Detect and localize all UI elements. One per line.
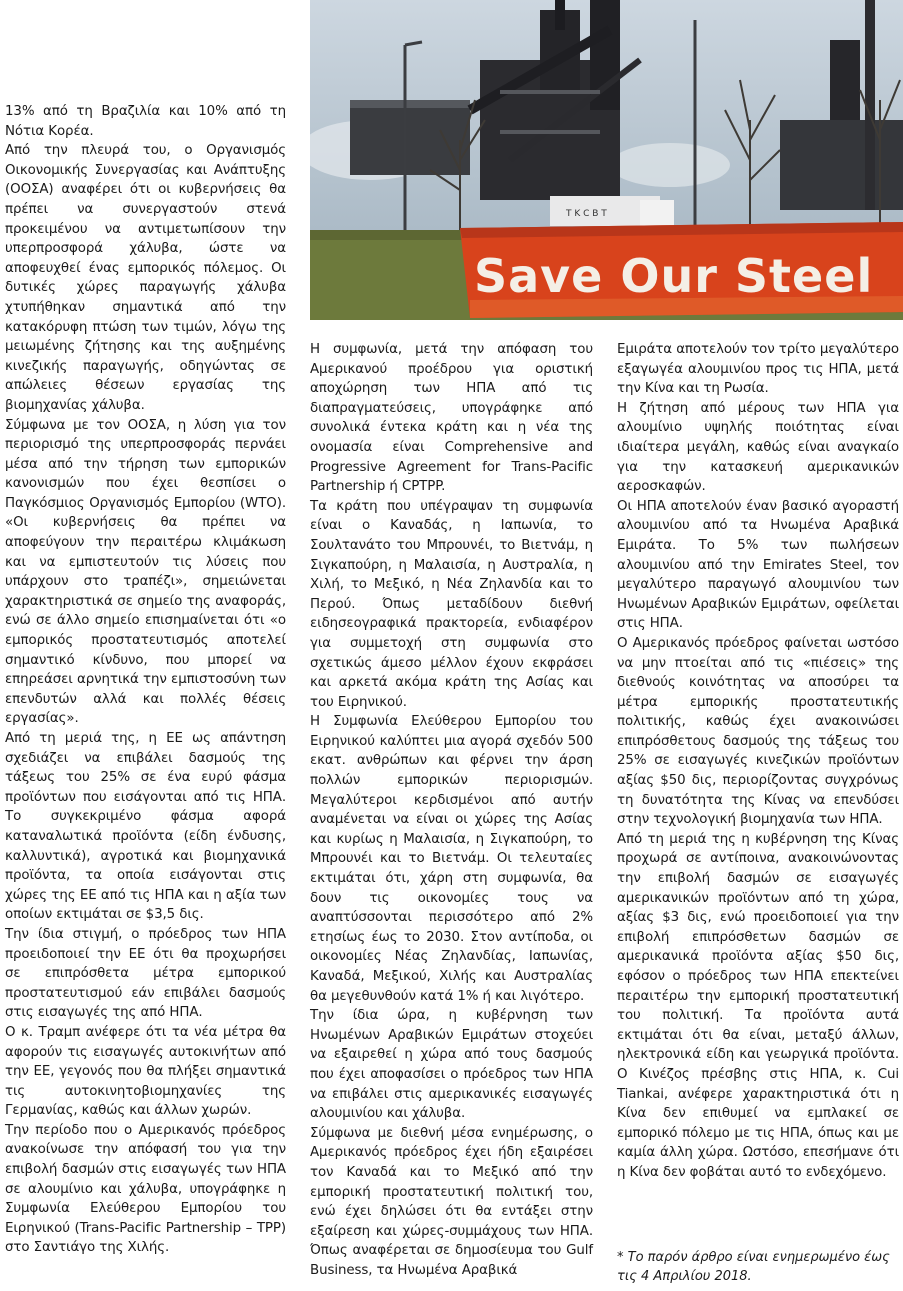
paragraph: Η συμφωνία, μετά την απόφαση του Αμερικανού προέδρου για οριστική αποχώρηση των ΗΠΑ από τις διαπραγματεύσεις, υπογράφηκε από συνολικά έντεκα κράτη και η νέα της ονομασία είναι Comprehensive and Progressive Agreement for Trans-Pacific Partnership ή CPTPP. [310,342,593,495]
paragraph: Από την πλευρά του, ο Οργανισμός Οικονομικής Συνεργασίας και Ανάπτυξης (ΟΟΣΑ) αναφέρει ότι οι κυβερνήσεις θα πρέπει να συνεργαστούν στενά προκειμένου να αντιμετωπίσουν την υπερπροσφορά χάλυβα, ώστε να αποφευχθεί ένας εμπορικός πόλεμος. Οι δυτικές χώρες παραγωγής χάλυβα χτυπήθηκαν σημαντικά από την κατακόρυφη πτώση των τιμών, λόγω της μειωμένης ζήτησης και της αυξημένης κινεζικής παραγωγής, οδηγώντας σε απώλειες θέσεων εργασίας της βιομηχανίας χάλυβα. [5,143,286,413]
article-column-1 [5,0,286,1258]
steelworks-photo [310,0,903,320]
paragraph: Τα κράτη που υπέγραψαν τη συμφωνία είναι ο Καναδάς, η Ιαπωνία, το Σουλτανάτο του Μπρουνέι, το Βιετνάμ, η Σιγκαπούρη, η Μαλαισία, η Αυστραλία, η Χιλή, το Μεξικό, η Νέα Ζηλανδία και το Περού. Όπως μεταδίδουν διεθνή ειδησεογραφικά πρακτορεία, ενδιαφέρον για συμμετοχή στη συμφωνία στο σχετικώς άμεσο μέλλον έχουν εκφράσει και αρκετά ακόμα κράτη της Ασίας και του Ειρηνικού. [310,498,593,710]
paragraph: Την περίοδο που ο Αμερικανός πρόεδρος ανακοίνωσε την απόφασή του για την επιβολή δασμών στις εισαγωγές των ΗΠΑ σε αλουμίνιο και χάλυβα, υπογράφηκε η Συμφωνία Ελεύθερου Εμπορίου του Ειρηνικού (Trans-Pacific Partnership – TPP) στο Σαντιάγο της Χιλής. [5,1122,286,1256]
paragraph: Ο Αμερικανός πρόεδρος φαίνεται ωστόσο να μην πτοείται από τις «πιέσεις» της διεθνούς κοινότητας να αποσύρει τα μέτρα εμπορικής προστατευτικής πολιτικής, καθώς έχει ανακοινώσει επιπρόσθετους δασμούς της τάξεως του 25% σε εισαγωγές κινεζικών προϊόντων αξίας $50 δις, περιορίζοντας συγχρόνως τη δυνατότητα της Κίνας να επενδύσει στην τεχνολογική βιομηχανία των ΗΠΑ. [617,635,899,828]
paragraph: Σύμφωνα με τον ΟΟΣΑ, η λύση για τον περιορισμό της υπερπροσφοράς περνάει μέσα από την τήρηση των εμπορικών κανονισμών που έχει θεσπίσει ο Παγκόσμιος Οργανισμός Εμπορίου (WTO). «Οι κυβερνήσεις θα πρέπει να αποφεύγουν την περαιτέρω κλιμάκωση και να εμπιστευτούν τις λύσεις που υπάρχουν στο τραπέζι», σημειώνεται χαρακτηριστικά σε σημείο της αναφοράς, ενώ σε άλλο σημείο επισημαίνεται ότι «ο εμπορικός προστατευτισμός αποτελεί σημαντικό κίνδυνο, που μπορεί να επηρεάσει αρνητικά την εμπιστοσύνη των επενδυτών αλλά και πολλές θέσεις εργασίας». [5,417,286,727]
footnote: * Το παρόν άρθρο είναι ενημερωμένο έως τις 4 Απριλίου 2018. [617,1250,890,1284]
paragraph: Ο κ. Τραμπ ανέφερε ότι τα νέα μέτρα θα αφορούν τις εισαγωγές αυτοκινήτων από την ΕΕ, γεγονός που θα πλήξει σημαντικά τις αυτοκινητοβιομηχανίες της Γερμανίας, καθώς και άλλων χωρών. [5,1024,286,1119]
article-column-2 [310,340,593,1281]
article-photo [310,0,903,320]
paragraph: Από τη μεριά της η κυβέρνηση της Κίνας προχωρά σε αντίποινα, ανακοινώνοντας την επιβολή δασμών σε εισαγωγές αμερικανικών προϊόντων από τη χώρα, αξίας $3 δις, ενώ προειδοποιεί για την επιβολή επιπρόσθετων δασμών σε αμερικανικά προϊόντα αξίας $50 δις, εφόσον ο πρόεδρος των ΗΠΑ επεκτείνει περαιτέρω την εμπορική προστατευτική του πολιτική. Τα προϊόντα αυτά εκτιμάται ότι θα είναι, μεταξύ άλλων, ηλεκτρονικά είδη και γεωργικά προϊόντα. Ο Κινέζος πρέσβης στις ΗΠΑ, κ. Cui Tiankai, ανέφερε χαρακτηριστικά ότι η Κίνα δεν επιθυμεί να εμπλακεί σε εμπορικό πόλεμο με τις ΗΠΑ, όπως και με καμία άλλη χώρα. Ωστόσο, επεσήμανε ότι η Κίνα δεν φοβάται αυτό το ενδεχόμενο. [617,831,899,1180]
truck-logo: T K C B T [566,209,607,219]
banner-text: Save Our Steel [474,249,874,303]
paragraph: Οι ΗΠΑ αποτελούν έναν βασικό αγοραστή αλουμινίου από τα Ηνωμένα Αραβικά Εμιράτα. Το 5% των πωλήσεων αλουμινίου από την Emirates Steel, τον μεγαλύτερο παραγωγό αλουμινίου των Ηνωμένων Αραβικών Εμιράτων, οφείλεται στις ΗΠΑ. [617,498,899,632]
storage-tank [350,105,470,175]
paragraph: Σύμφωνα με διεθνή μέσα ενημέρωσης, ο Αμερικανός πρόεδρος έχει ήδη εξαιρέσει τον Καναδά και το Μεξικό από την εμπορική προστατευτική πολιτική του, ενώ έχει δηλώσει ότι θα εντάξει στην εξαίρεση και χώρες-συμμάχους των ΗΠΑ. Όπως αναφέρεται σε δημοσίευμα του Gulf Business, τα Ηνωμένα Αραβικά [310,1125,593,1278]
paragraph: Εμιράτα αποτελούν τον τρίτο μεγαλύτερο εξαγωγέα αλουμινίου προς τις ΗΠΑ, μετά την Κίνα και τη Ρωσία. [617,342,899,397]
paragraph: Από τη μεριά της, η ΕΕ ως απάντηση σχεδιάζει να επιβάλει δασμούς της τάξεως του 25% σε ένα ευρύ φάσμα προϊόντων που εισάγονται από τις ΗΠΑ. Το συγκεκριμένο φάσμα αφορά καταναλωτικά προϊόντα (είδη ένδυσης, καλλυντικά), αγροτικά και βιομηχανικά προϊόντα, τα οποία εισάγονται στις χώρες της ΕΕ από τις ΗΠΑ και η αξία των οποίων εκτιμάται σε $3,5 δις. [5,731,286,923]
article-column-3 [617,340,899,1183]
paragraph: Η ζήτηση από μέρους των ΗΠΑ για αλουμίνιο υψηλής ποιότητας είναι ιδιαίτερα μεγάλη, καθώς είναι αναγκαίο για την κατασκευή αμερικανικών αεροσκαφών. [617,400,899,495]
paragraph: Την ίδια στιγμή, ο πρόεδρος των ΗΠΑ προειδοποιεί την ΕΕ ότι θα προχωρήσει σε επιπρόσθετα μέτρα εμπορικού προστατευτισμού εάν επιβάλει δασμούς στις εισαγωγές της από ΗΠΑ. [5,926,286,1021]
paragraph: Την ίδια ώρα, η κυβέρνηση των Ηνωμένων Αραβικών Εμιράτων στοχεύει να εξαιρεθεί η χώρα από τους δασμούς που έχει αποφασίσει ο πρόεδρος των ΗΠΑ να επιβάλει στις αμερικανικές εισαγωγές αλουμινίου και χάλυβα. [310,1008,593,1122]
paragraph: 13% από τη Βραζιλία και 10% από τη Νότια Κορέα. [5,104,286,139]
paragraph: Η Συμφωνία Ελεύθερου Εμπορίου του Ειρηνικού καλύπτει μια αγορά σχεδόν 500 εκατ. ανθρώπων και φέρνει την άρση πολλών εμπορικών περιορισμών. Μεγαλύτεροι κερδισμένοι από αυτήν αναμένεται να είναι οι χώρες της Ασίας και κυρίως η Μαλαισία, η Σιγκαπούρη, το Μπρουνέι και το Βιετνάμ. Οι τελευταίες εκτιμάται ότι, χάρη στη συμφωνία, θα δουν τις οικονομίες τους να αναπτύσσονται περισσότερο από 2% ετησίως έως το 2030. Στον αντίποδα, οι οικονομίες Νέας Ζηλανδίας, Ιαπωνίας, Καναδά, Μεξικού, Χιλής και Αυστραλίας θα μεγεθυνθούν κατά 1% ή και λιγότερο. [310,714,593,1004]
